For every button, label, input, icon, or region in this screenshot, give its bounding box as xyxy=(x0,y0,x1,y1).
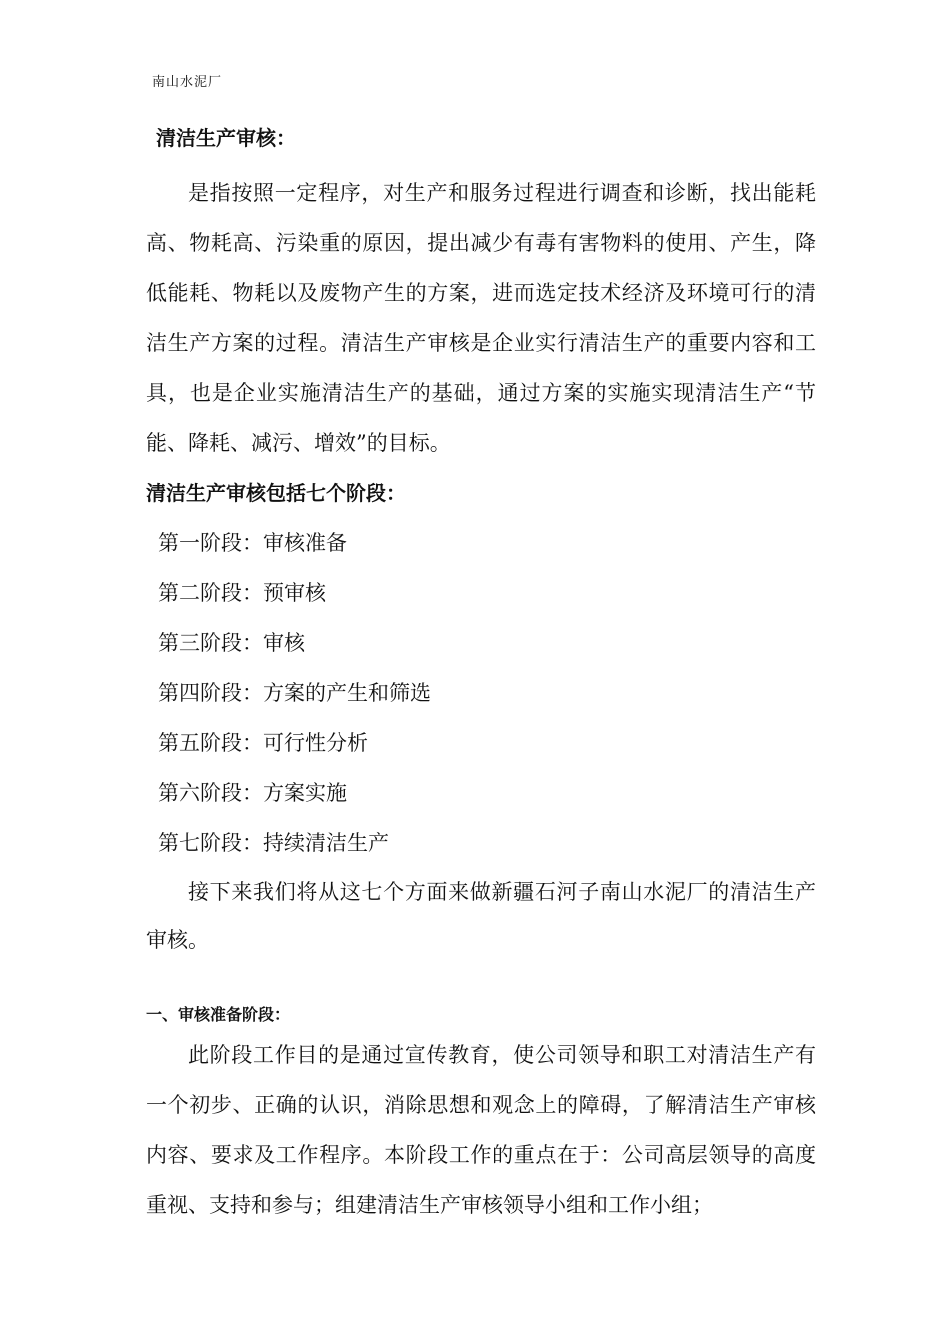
page-header: 南山水泥厂 xyxy=(152,75,223,90)
definition-paragraph: 是指按照一定程序，对生产和服务过程进行调查和诊断，找出能耗高、物耗高、污染重的原因，提出减少有毒有害物料的使用、产生，降低能耗、物耗以及废物产生的方案，进而选定技术经济及环境可行的清洁生产方案的过程。清洁生产审核是企业实行清洁生产的重要内容和工具，也是企业实施清洁生产的基础，通过方案的实施实现清洁生产“节能、降耗、减污、增效”的目标。 xyxy=(146,181,816,455)
followup-paragraph: 接下来我们将从这七个方面来做新疆石河子南山水泥厂的清洁生产审核。 xyxy=(146,880,816,952)
stage-item-6: 第六阶段：方案实施 xyxy=(158,781,347,805)
section-1-title: 一、审核准备阶段： xyxy=(146,1005,291,1024)
stage-item-7: 第七阶段：持续清洁生产 xyxy=(158,831,389,855)
stage-item-4: 第四阶段：方案的产生和筛选 xyxy=(158,681,431,705)
stage-item-3: 第三阶段：审核 xyxy=(158,631,305,655)
stages-heading: 清洁生产审核包括七个阶段： xyxy=(146,481,406,505)
stage-item-2: 第二阶段：预审核 xyxy=(158,581,326,605)
stage-item-5: 第五阶段：可行性分析 xyxy=(158,731,368,755)
intro-title: 清洁生产审核： xyxy=(156,126,296,150)
stage-item-1: 第一阶段：审核准备 xyxy=(158,531,347,555)
document-body xyxy=(146,118,816,1230)
section-1-paragraph: 此阶段工作目的是通过宣传教育，使公司领导和职工对清洁生产有一个初步、正确的认识，消除思想和观念上的障碍，了解清洁生产审核内容、要求及工作程序。本阶段工作的重点在于：公司高层领导的高度重视、支持和参与；组建清洁生产审核领导小组和工作小组； xyxy=(146,1043,816,1217)
stage-list xyxy=(146,518,816,868)
